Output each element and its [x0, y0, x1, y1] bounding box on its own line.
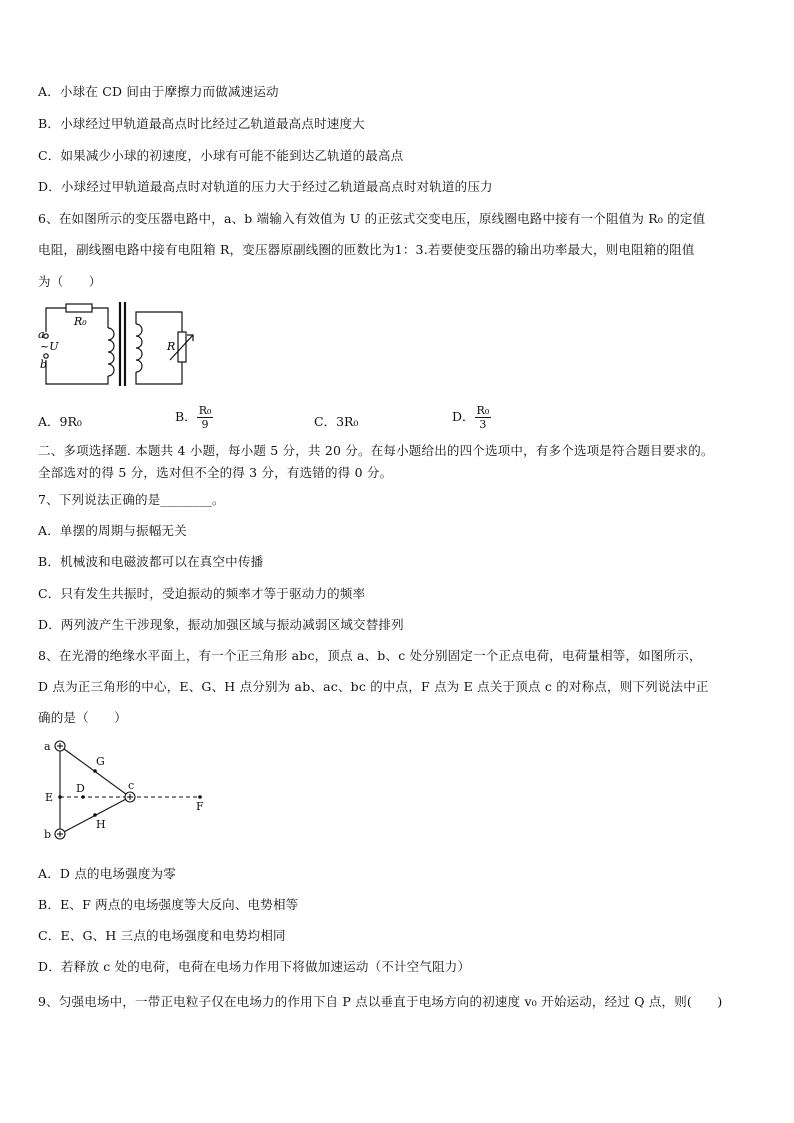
label-point-e: E	[45, 791, 54, 804]
transformer-circuit-figure	[36, 298, 196, 390]
q6-options	[38, 404, 758, 440]
q6-option-b-prefix: B．	[175, 409, 197, 424]
q8-option-c: C．E、G、H 三点的电场强度和电势均相同	[38, 928, 286, 943]
q5-option-b: B．小球经过甲轨道最高点时比经过乙轨道最高点时速度大	[38, 116, 365, 131]
q9-stem: 9、匀强电场中，一带正电粒子仅在电场力的作用下自 P 点以垂直于电场方向的初速度 v₀ 开始运动，经过 Q 点，则( )	[38, 994, 723, 1009]
q7-option-b: B．机械波和电磁波都可以在真空中传播	[38, 554, 264, 569]
q8-option-a: A．D 点的电场强度为零	[38, 866, 176, 881]
label-point-d: D	[76, 782, 85, 795]
label-r: R	[167, 340, 176, 353]
resistor-r0-shape	[66, 304, 92, 312]
label-point-f: F	[196, 800, 204, 813]
label-u: ~U	[40, 340, 59, 353]
q8-option-b: B．E、F 两点的电场强度等大反向、电势相等	[38, 897, 299, 912]
q7-option-d: D．两列波产生干涉现象，振动加强区域与振动减弱区域交替排列	[38, 617, 404, 632]
triangle-charges-figure	[40, 734, 220, 844]
point-e	[58, 795, 62, 799]
point-d	[81, 795, 85, 799]
q6-option-d-fraction	[475, 404, 492, 431]
q6-stem-line3: 为（ ）	[38, 274, 102, 289]
label-point-g: G	[96, 755, 105, 768]
label-point-h: H	[96, 818, 106, 831]
q6-option-b-numerator: R₀	[198, 404, 212, 417]
point-f	[198, 795, 202, 799]
q5-option-c: C．如果减少小球的初速度，小球有可能不能到达乙轨道的最高点	[38, 148, 404, 163]
section2-heading-line2: 全部选对的得 5 分，选对但不全的得 3 分，有选错的得 0 分。	[38, 465, 393, 480]
q7-option-a: A．单摆的周期与振幅无关	[38, 523, 187, 538]
label-vertex-b: b	[44, 828, 52, 841]
label-vertex-c: c	[128, 779, 135, 792]
q6-option-b-fraction	[197, 404, 214, 431]
q5-option-a: A．小球在 CD 间由于摩擦力而做减速运动	[38, 84, 279, 99]
q6-option-b	[175, 404, 213, 431]
q6-option-d	[452, 404, 491, 431]
q6-stem-line1: 6、在如图所示的变压器电路中，a、b 端输入有效值为 U 的正弦式交变电压，原线圈电路中接有一个阻值为 R₀ 的定值	[38, 211, 706, 226]
q8-stem-line1: 8、在光滑的绝缘水平面上，有一个正三角形 abc，顶点 a、b、c 处分别固定一个正点电荷，电荷量相等，如图所示，	[38, 648, 702, 663]
label-b: b	[40, 358, 48, 371]
q6-stem-line2: 电阻，副线圈电路中接有电阻箱 R，变压器原副线圈的匝数比为1：3.若要使变压器的输出功率最大，则电阻箱的阻值	[38, 242, 695, 257]
q6-option-b-denominator: 9	[201, 418, 209, 431]
label-r0: R₀	[74, 315, 87, 328]
q7-option-c: C．只有发生共振时，受迫振动的频率才等于驱动力的频率	[38, 586, 366, 601]
label-a: a	[38, 328, 45, 341]
q6-option-d-numerator: R₀	[476, 404, 490, 417]
q6-option-d-denominator: 3	[479, 418, 487, 431]
point-h	[93, 813, 97, 817]
q7-stem: 7、下列说法正确的是________。	[38, 492, 225, 507]
section2-heading-line1: 二、多项选择题. 本题共 4 小题，每小题 5 分，共 20 分。在每小题给出的四个选项中，有多个选项是符合题目要求的。	[38, 443, 714, 458]
q8-stem-line3: 确的是（ ）	[38, 710, 127, 725]
label-vertex-a: a	[44, 740, 51, 753]
q6-option-a: A．9R₀	[38, 414, 82, 429]
q6-option-c: C．3R₀	[314, 414, 359, 429]
q8-stem-line2: D 点为正三角形的中心，E、G、H 点分别为 ab、ac、bc 的中点，F 点为 E 点关于顶点 c 的对称点，则下列说法中正	[38, 679, 709, 694]
q5-option-d: D．小球经过甲轨道最高点时对轨道的压力大于经过乙轨道最高点时对轨道的压力	[38, 179, 493, 194]
secondary-coil	[136, 324, 142, 372]
primary-coil	[108, 328, 114, 376]
q6-option-d-prefix: D．	[452, 409, 475, 424]
q8-option-d: D．若释放 c 处的电荷，电荷在电场力作用下将做加速运动（不计空气阻力）	[38, 959, 471, 974]
point-g	[93, 769, 97, 773]
